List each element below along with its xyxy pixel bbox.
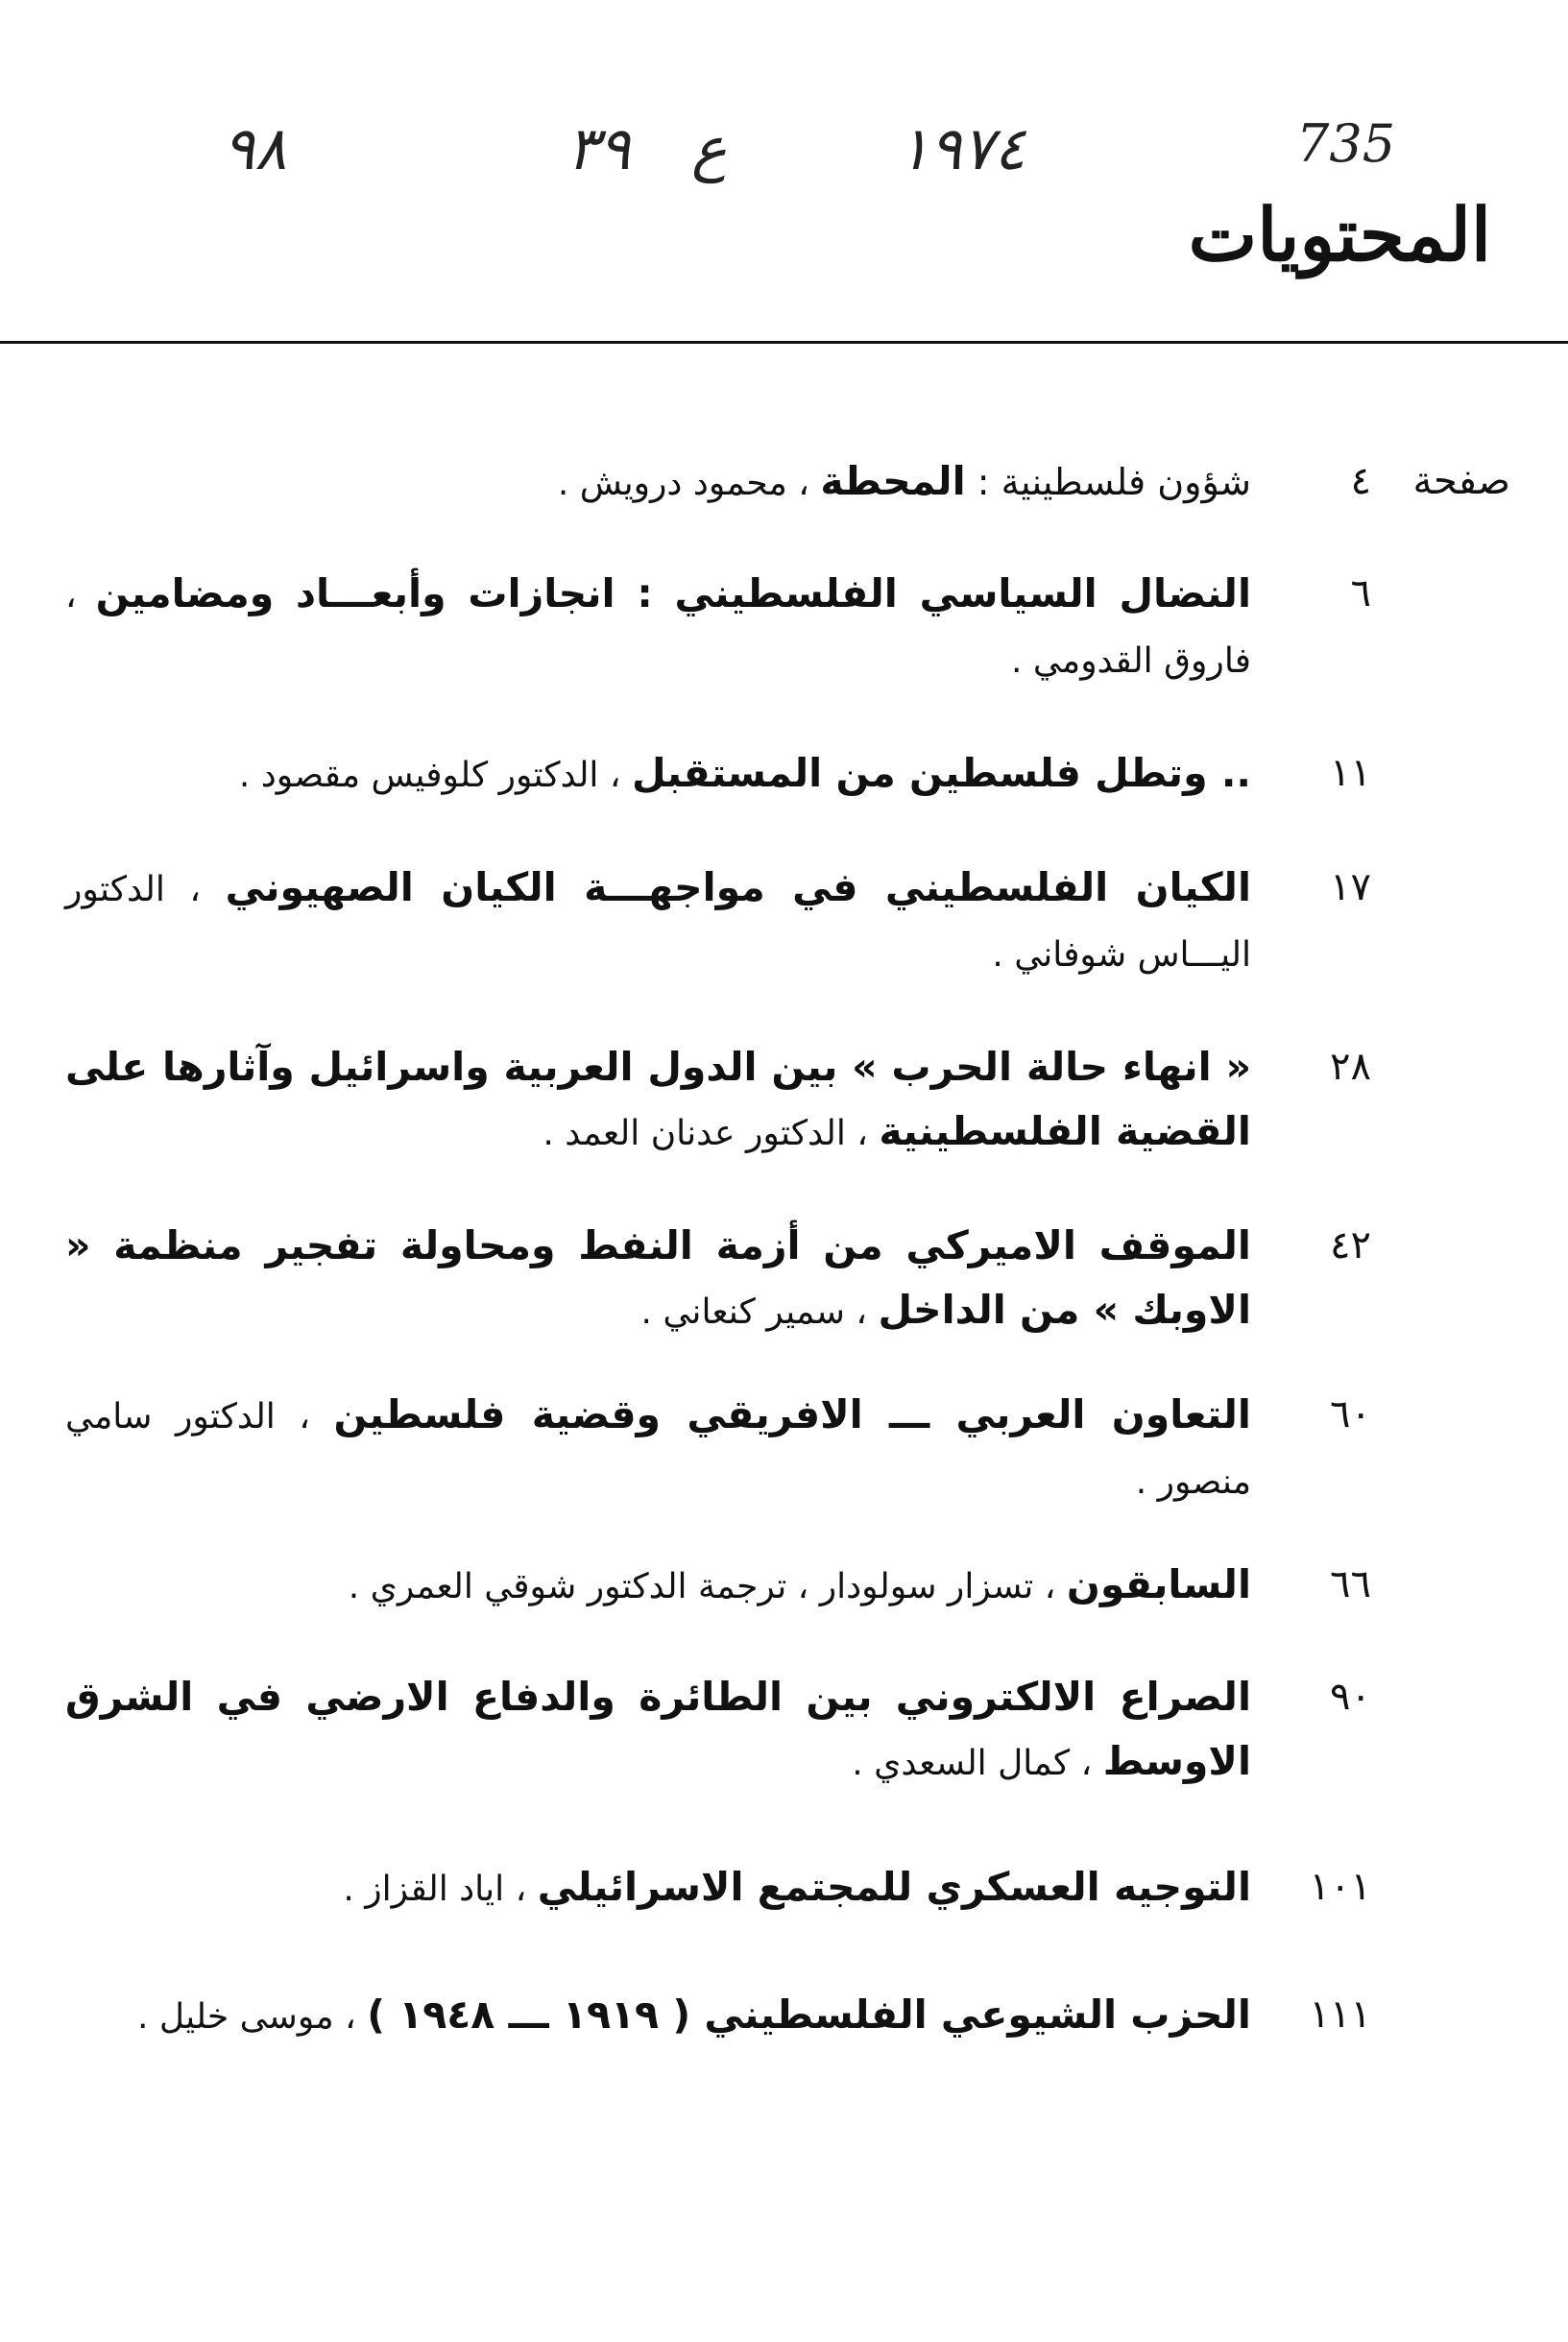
- toc-entry: [0, 1553, 1568, 1619]
- toc-page-number: ١٧: [1330, 865, 1371, 909]
- toc-entry-text: [65, 856, 1251, 987]
- toc-article-title: الكيان الفلسطيني في مواجهـــة الكيان الصهيوني: [225, 864, 1252, 910]
- toc-article-title: التعاون العربي ـــ الافريقي وقضية فلسطين: [333, 1391, 1251, 1437]
- handwritten-note-2: ٣٩: [567, 113, 631, 183]
- toc-entry-text: [65, 1983, 1251, 2049]
- toc-article-title: الحزب الشيوعي الفلسطيني ( ١٩١٩ ـــ ١٩٤٨ ): [367, 1992, 1251, 2038]
- toc-entry-text: [65, 562, 1251, 693]
- toc-entry: [0, 1383, 1568, 1514]
- toc-entry: [0, 856, 1568, 987]
- toc-page-number: ٢٨: [1330, 1045, 1371, 1089]
- toc-page-number: ٦: [1350, 571, 1371, 616]
- toc-entry-text: [65, 1665, 1251, 1796]
- toc-page-number: ٩٠: [1330, 1675, 1371, 1719]
- toc-article-author: ، الدكتور سامي منصور .: [65, 1397, 1251, 1502]
- toc-entry-text: [65, 741, 1251, 808]
- toc-entry: [0, 1214, 1568, 1344]
- toc-entry: [0, 1035, 1568, 1166]
- toc-article-author: ، الدكتور عدنان العمد .: [543, 1114, 880, 1153]
- toc-entry-text: [65, 449, 1251, 516]
- toc-article-author: ، سمير كنعاني .: [640, 1292, 879, 1332]
- toc-page-number: ٦٠: [1330, 1392, 1371, 1437]
- toc-article-title: « انهاء حالة الحرب » بين الدول العربية واسرائيل وآثارها على القضية الفلسطينية: [65, 1044, 1251, 1154]
- toc-article-author: ، فاروق القدومي .: [65, 576, 1251, 681]
- toc-entry: [0, 741, 1568, 808]
- toc-page-number: ٤٢: [1330, 1223, 1371, 1268]
- title-divider: [0, 341, 1568, 344]
- toc-entry: [0, 1665, 1568, 1796]
- toc-entry: [0, 562, 1568, 693]
- toc-entry-text: [65, 1214, 1251, 1344]
- toc-article-author: ، محمود درويش .: [557, 464, 821, 503]
- toc-article-author: ، كمال السعدي .: [852, 1744, 1103, 1783]
- toc-page-number: ١١١: [1309, 1992, 1371, 2037]
- toc-section-label: شؤون فلسطينية :: [965, 461, 1251, 503]
- toc-entry: [0, 449, 1568, 516]
- toc-entry: [0, 1855, 1568, 1921]
- toc-article-title: السابقون: [1066, 1561, 1251, 1607]
- toc-article-title: المحطة: [820, 458, 966, 504]
- handwritten-note-1: ٩٨: [223, 113, 287, 183]
- toc-entry-text: [65, 1383, 1251, 1514]
- page-title: المحتويات: [1188, 192, 1491, 278]
- toc-page-number: ٦٦: [1330, 1562, 1371, 1606]
- toc-article-author: ، تسزار سولودار ، ترجمة الدكتور شوقي العمري .: [348, 1567, 1067, 1606]
- handwritten-note-3: ع: [691, 113, 727, 183]
- page-label: صفحة: [1412, 459, 1510, 503]
- toc-entry-text: [65, 1553, 1251, 1619]
- toc-entry-text: [65, 1855, 1251, 1921]
- toc-article-title: الموقف الاميركي من أزمة النفط ومحاولة تفجير منظمة « الاوبك » من الداخل: [65, 1222, 1251, 1333]
- table-of-contents: [0, 449, 1568, 2049]
- toc-article-author: ، موسى خليل .: [137, 1997, 368, 2037]
- toc-article-title: التوجيه العسكري للمجتمع الاسرائيلي: [537, 1864, 1251, 1910]
- toc-entry-text: [65, 1035, 1251, 1166]
- toc-article-author: ، اياد القزاز .: [343, 1870, 538, 1909]
- toc-page-number: ١٠١: [1309, 1865, 1371, 1909]
- toc-page-number: ٤: [1350, 459, 1371, 503]
- toc-article-author: ، الدكتور كلوفيس مقصود .: [238, 756, 632, 795]
- handwritten-note-5: 735: [1296, 113, 1396, 174]
- toc-article-title: .. وتطل فلسطين من المستقبل: [631, 750, 1251, 796]
- toc-article-author: ، الدكتور اليـــاس شوفاني .: [65, 870, 1251, 975]
- toc-article-title: الصراع الالكتروني بين الطائرة والدفاع الارضي في الشرق الاوسط: [65, 1674, 1251, 1784]
- toc-entry: [0, 1983, 1568, 2049]
- handwritten-note-4: ١٩٧٤: [898, 113, 1026, 183]
- toc-article-title: النضال السياسي الفلسطيني : انجازات وأبعـــاد ومضامين: [95, 570, 1252, 616]
- toc-page-number: ١١: [1330, 751, 1371, 795]
